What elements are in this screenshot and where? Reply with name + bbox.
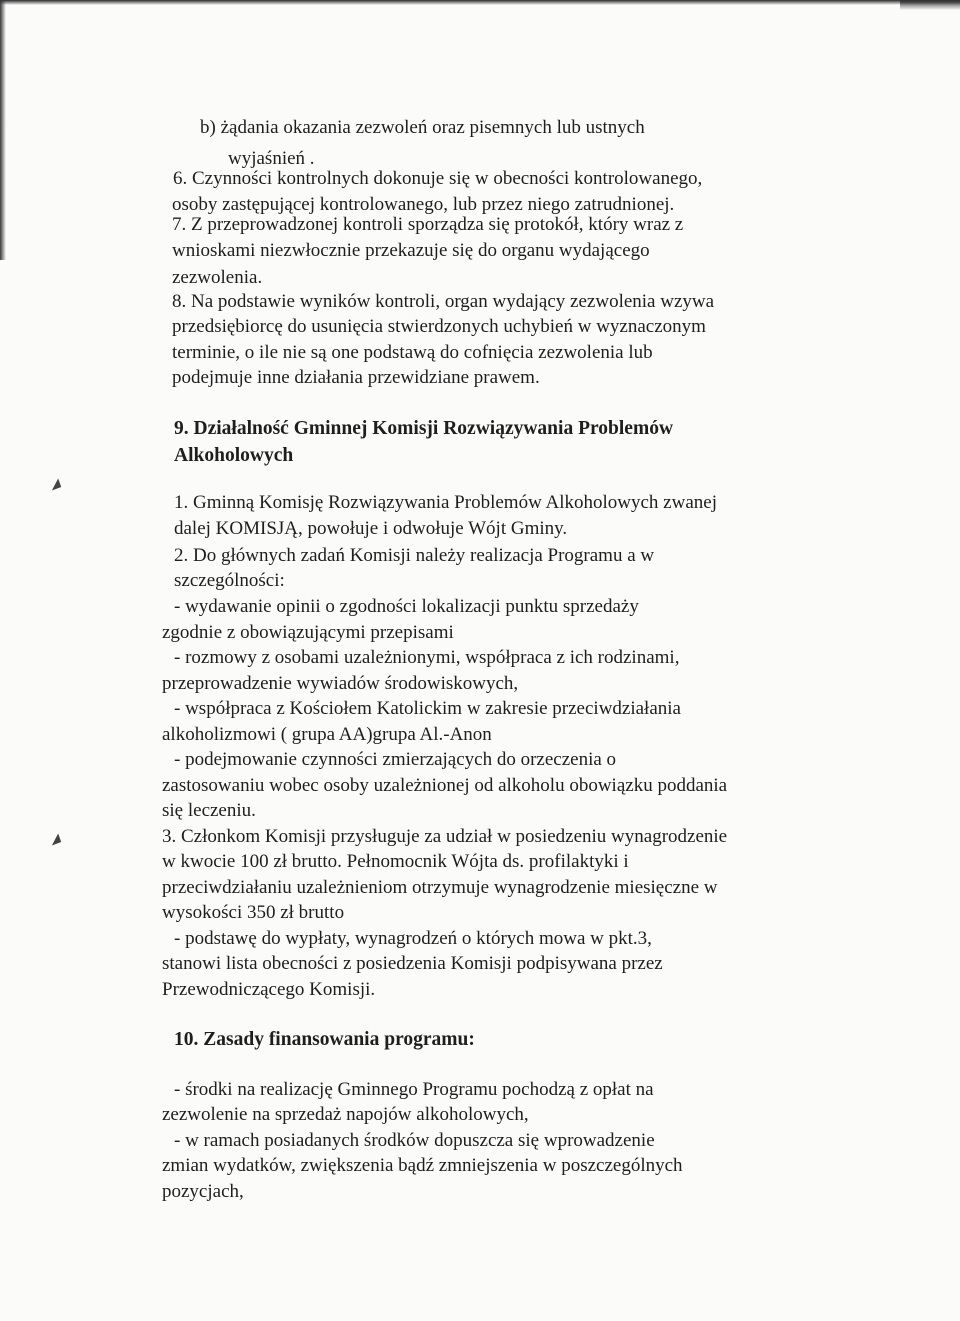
section-heading: Alkoholowych	[174, 445, 294, 466]
text-line: wnioskami niezwłocznie przekazuje się do organu wydającego	[172, 240, 650, 261]
text-line: przedsiębiorcę do usunięcia stwierdzonych uchybień w wyznaczonym	[172, 316, 706, 337]
list-item: - podejmowanie czynności zmierzających do orzeczenia o	[174, 749, 617, 770]
scan-mark-icon	[49, 834, 61, 846]
text-line: dalej KOMISJĄ, powołuje i odwołuje Wójt Gminy.	[174, 518, 568, 539]
text-line: stanowi lista obecności z posiedzenia Komisji podpisywana przez	[162, 953, 663, 974]
scan-corner-mark	[900, 0, 960, 10]
text-line: 8. Na podstawie wyników kontroli, organ wydający zezwolenia wzywa	[172, 291, 715, 312]
text-line: 3. Członkom Komisji przysługuje za udział w posiedzeniu wynagrodzenie	[162, 826, 728, 847]
text-line: alkoholizmowi ( grupa AA)grupa Al.-Anon	[162, 724, 492, 745]
text-line: w kwocie 100 zł brutto. Pełnomocnik Wójta ds. profilaktyki i	[162, 851, 629, 872]
section-heading: 9. Działalność Gminnej Komisji Rozwiązywania Problemów	[174, 418, 674, 439]
text-line: zezwolenia.	[172, 267, 263, 288]
text-line: zastosowaniu wobec osoby uzależnionej od alkoholu obowiązku poddania	[162, 775, 728, 796]
text-line: szczególności:	[174, 570, 285, 591]
text-line: b) żądania okazania zezwoleń oraz pisemnych lub ustnych	[200, 117, 645, 138]
list-item: - wydawanie opinii o zgodności lokalizacji punktu sprzedaży	[174, 596, 639, 617]
text-line: przeprowadzenie wywiadów środowiskowych,	[162, 673, 519, 694]
text-line: zgodnie z obowiązującymi przepisami	[162, 622, 454, 643]
section-heading: 10. Zasady finansowania programu:	[174, 1029, 475, 1050]
text-line: zmian wydatków, zwiększenia bądź zmniejszenia w poszczególnych	[162, 1155, 683, 1176]
text-line: zezwolenie na sprzedaż napojów alkoholowych,	[162, 1104, 529, 1125]
text-line: 1. Gminną Komisję Rozwiązywania Problemów Alkoholowych zwanej	[174, 492, 717, 513]
list-item: - rozmowy z osobami uzależnionymi, współpraca z ich rodzinami,	[174, 647, 680, 668]
text-line: wysokości 350 zł brutto	[162, 902, 345, 923]
list-item: - w ramach posiadanych środków dopuszcza się wprowadzenie	[174, 1130, 655, 1151]
list-item: - podstawę do wypłaty, wynagrodzeń o których mowa w pkt.3,	[174, 928, 652, 949]
scan-edge-top	[0, 0, 960, 5]
text-line: przeciwdziałaniu uzależnieniom otrzymuje wynagrodzenie miesięczne w	[162, 877, 718, 898]
text-line: osoby zastępującej kontrolowanego, lub przez niego zatrudnionej.	[172, 194, 675, 215]
text-line: 2. Do głównych zadań Komisji należy realizacja Programu a w	[174, 545, 655, 566]
text-line: Przewodniczącego Komisji.	[162, 979, 376, 1000]
text-line: 6. Czynności kontrolnych dokonuje się w obecności kontrolowanego,	[173, 168, 703, 189]
text-line: 7. Z przeprowadzonej kontroli sporządza się protokół, który wraz z	[172, 214, 684, 235]
list-item: - środki na realizację Gminnego Programu pochodzą z opłat na	[174, 1079, 654, 1100]
text-line: pozycjach,	[162, 1181, 244, 1202]
text-line: się leczeniu.	[162, 800, 256, 821]
scan-mark-icon	[49, 479, 61, 491]
text-line: podejmuje inne działania przewidziane prawem.	[172, 367, 540, 388]
scan-edge-left	[0, 0, 6, 260]
list-item: - współpraca z Kościołem Katolickim w zakresie przeciwdziałania	[174, 698, 681, 719]
text-line: terminie, o ile nie są one podstawą do cofnięcia zezwolenia lub	[172, 342, 653, 363]
text-line: wyjaśnień .	[228, 148, 315, 169]
